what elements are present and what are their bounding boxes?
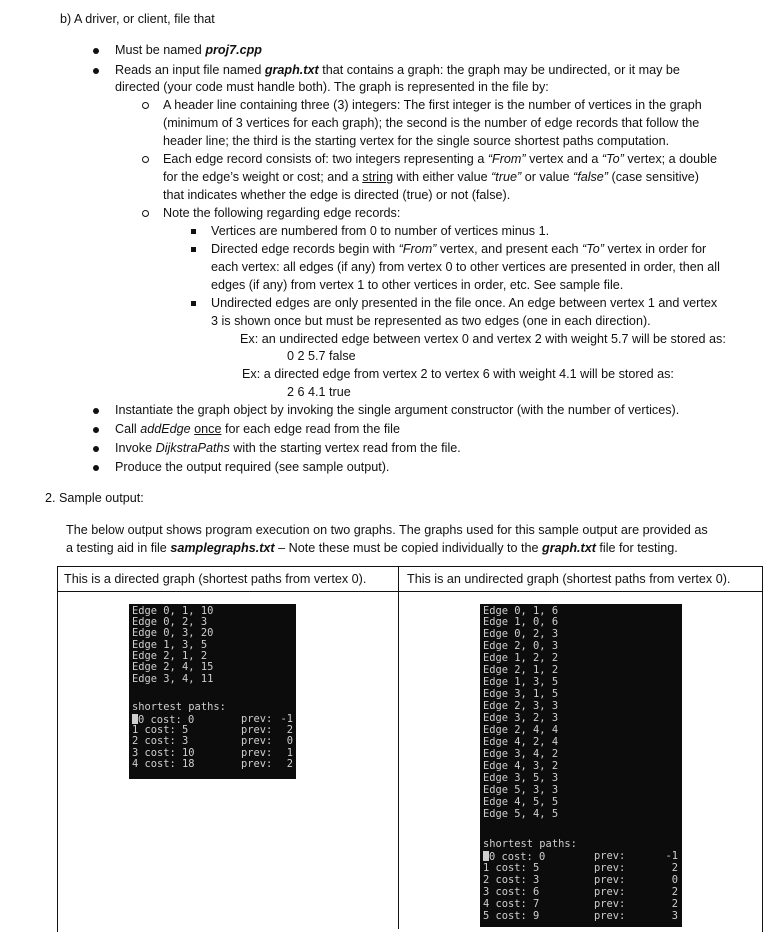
terminal-line: 2 cost: 3 (483, 874, 540, 886)
terminal-line: shortest paths: (483, 838, 577, 850)
terminal-line: Edge 2, 1, 2 (483, 664, 559, 676)
terminal-line: Edge 4, 2, 4 (483, 736, 559, 748)
terminal-line: Edge 2, 3, 3 (483, 700, 559, 712)
circle-bullet (142, 102, 149, 109)
bullet-invoke-dijkstra: Invoke DijkstraPaths with the starting vertex read from the file. (115, 441, 461, 455)
bullet-instantiate: Instantiate the graph object by invoking the single argument constructor (with the number of vertices). (115, 403, 680, 417)
terminal-prev-label: prev: (594, 898, 626, 910)
terminal-line: Edge 1, 3, 5 (132, 639, 208, 651)
example-undirected: Ex: an undirected edge between vertex 0 and vertex 2 with weight 5.7 will be stored as: (240, 332, 726, 346)
terminal-prev-value: 2 (286, 724, 293, 736)
terminal-line: Edge 5, 3, 3 (483, 784, 559, 796)
header-line-desc-1: A header line containing three (3) integers: The first integer is the number of vertices in the graph (163, 98, 702, 112)
sample-output-paragraph-2: a testing aid in file samplegraphs.txt – Note these must be copied individually to the graph.txt file for testing. (66, 541, 678, 555)
terminal-line: Edge 3, 2, 3 (483, 712, 559, 724)
terminal-prev-value: 2 (286, 758, 293, 770)
terminal-line: Edge 0, 2, 3 (132, 616, 208, 628)
edge-record-desc-1: Each edge record consists of: two integers representing a “From” vertex and a “To” vertex; a double (163, 152, 717, 166)
terminal-line: Edge 5, 4, 5 (483, 808, 559, 820)
terminal-line: Edge 2, 4, 4 (483, 724, 559, 736)
terminal-line: 1 cost: 5 (483, 862, 540, 874)
bullet-dot (93, 427, 99, 433)
section-2-heading: 2. Sample output: (45, 491, 144, 505)
note-directed-1: Directed edge records begin with “From” vertex, and present each “To” vertex in order for (211, 242, 707, 256)
terminal-prev-value: 2 (671, 886, 678, 898)
terminal-prev-label: prev: (594, 862, 626, 874)
bullet-dot (93, 408, 99, 414)
terminal-prev-label: prev: (241, 735, 273, 747)
bullet-reads-input: Reads an input file named graph.txt that contains a graph: the graph may be undirected, or it may be (115, 63, 680, 77)
terminal-prev-value: 2 (671, 862, 678, 874)
undirected-graph-terminal (480, 604, 682, 927)
terminal-line: shortest paths: (132, 701, 226, 713)
terminal-line: Edge 4, 5, 5 (483, 796, 559, 808)
table-column-divider (398, 566, 399, 929)
terminal-line: Edge 3, 4, 2 (483, 748, 559, 760)
terminal-line: Edge 0, 1, 6 (483, 605, 559, 617)
terminal-line: Edge 0, 2, 3 (483, 628, 559, 640)
terminal-prev-label: prev: (241, 724, 273, 736)
terminal-prev-value: 0 (671, 874, 678, 886)
note-undirected-2: 3 is shown once but must be represented as two edges (one in each direction). (211, 314, 651, 328)
example-undirected-code: 0 2 5.7 false (287, 349, 356, 363)
directed-graph-terminal (129, 604, 296, 779)
terminal-prev-label: prev: (241, 758, 273, 770)
bullet-dot (93, 48, 99, 54)
terminal-line: Edge 2, 0, 3 (483, 640, 559, 652)
edge-record-desc-3: that indicates whether the edge is directed (true) or not (false). (163, 188, 511, 202)
terminal-line: 2 cost: 3 (132, 735, 189, 747)
terminal-line: 3 cost: 6 (483, 886, 540, 898)
header-line-desc-2: (minimum of 3 vertices for each graph); the second is the number of edge records that follow the (163, 116, 700, 130)
terminal-line: Edge 0, 1, 10 (132, 605, 214, 617)
bullet-must-be-named: Must be named proj7.cpp (115, 43, 262, 57)
header-line-desc-3: header line; the third is the starting vertex for the single source shortest paths computation. (163, 134, 670, 148)
sample-output-paragraph-1: The below output shows program execution on two graphs. The graphs used for this sample output are provided as (66, 523, 708, 537)
terminal-line: 4 cost: 18 (132, 758, 195, 770)
note-directed-2: each vertex: all edges (if any) from vertex 0 to other vertices are presented in order, then all (211, 260, 720, 274)
circle-bullet (142, 156, 149, 163)
terminal-line: Edge 2, 4, 15 (132, 661, 214, 673)
terminal-prev-label: prev: (594, 874, 626, 886)
terminal-prev-label: prev: (241, 747, 273, 759)
terminal-line: Edge 2, 1, 2 (132, 650, 208, 662)
terminal-line: 4 cost: 7 (483, 898, 540, 910)
terminal-prev-value: 1 (286, 747, 293, 759)
terminal-prev-label: prev: (594, 910, 626, 922)
terminal-line: Edge 1, 2, 2 (483, 652, 559, 664)
terminal-line: Edge 3, 1, 5 (483, 688, 559, 700)
terminal-line: Edge 3, 4, 11 (132, 673, 214, 685)
terminal-prev-label: prev: (594, 850, 626, 862)
terminal-line: 0 cost: 0 (483, 851, 545, 863)
terminal-prev-value: 0 (286, 735, 293, 747)
edge-record-desc-2: for the edge’s weight or cost; and a string with either value “true” or value “false” (case sensitive) (163, 170, 700, 184)
terminal-line: Edge 3, 5, 3 (483, 772, 559, 784)
square-bullet (191, 247, 196, 252)
square-bullet (191, 301, 196, 306)
bullet-produce-output: Produce the output required (see sample output). (115, 460, 390, 474)
circle-bullet (142, 210, 149, 217)
terminal-line: 3 cost: 10 (132, 747, 195, 759)
terminal-line: 5 cost: 9 (483, 910, 540, 922)
terminal-line: Edge 4, 3, 2 (483, 760, 559, 772)
left-column-caption: This is a directed graph (shortest paths from vertex 0). (64, 572, 367, 586)
terminal-prev-value: -1 (665, 850, 678, 862)
square-bullet (191, 229, 196, 234)
terminal-prev-label: prev: (241, 713, 273, 725)
note-directed-3: edges (if any) from vertex 1 to other vertices in order, etc. See sample file. (211, 278, 624, 292)
terminal-prev-label: prev: (594, 886, 626, 898)
section-b-heading: b) A driver, or client, file that (60, 12, 215, 26)
terminal-line: 1 cost: 5 (132, 724, 189, 736)
terminal-prev-value: 3 (671, 910, 678, 922)
terminal-line: Edge 1, 3, 5 (483, 676, 559, 688)
bullet-dot (93, 446, 99, 452)
table-header-divider (57, 591, 763, 592)
note-undirected-1: Undirected edges are only presented in the file once. An edge between vertex 1 and vertex (211, 296, 718, 310)
note-vertices-numbered: Vertices are numbered from 0 to number of vertices minus 1. (211, 224, 550, 238)
right-column-caption: This is an undirected graph (shortest paths from vertex 0). (407, 572, 731, 586)
example-directed: Ex: a directed edge from vertex 2 to vertex 6 with weight 4.1 will be stored as: (242, 367, 674, 381)
terminal-line: Edge 1, 0, 6 (483, 616, 559, 628)
example-directed-code: 2 6 4.1 true (287, 385, 351, 399)
bullet-reads-input-cont: directed (your code must handle both). The graph is represented in the file by: (115, 80, 549, 94)
terminal-line: Edge 0, 3, 20 (132, 627, 214, 639)
terminal-prev-value: -1 (280, 713, 293, 725)
terminal-prev-value: 2 (671, 898, 678, 910)
bullet-dot (93, 465, 99, 471)
terminal-line: 0 cost: 0 (132, 714, 194, 726)
note-edge-records: Note the following regarding edge records: (163, 206, 401, 220)
bullet-add-edge: Call addEdge once for each edge read from the file (115, 422, 400, 436)
bullet-dot (93, 68, 99, 74)
